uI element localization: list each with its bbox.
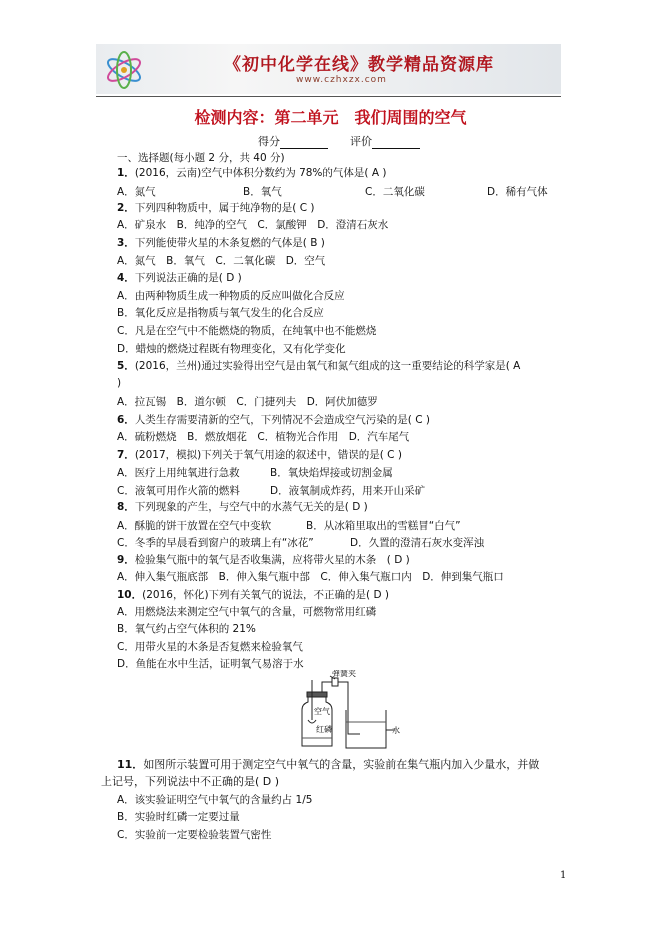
q8-option-d: D．久置的澄清石灰水变浑浊 [350, 537, 485, 549]
q10-option-b: B．氧气约占空气体积的 21% [117, 623, 256, 635]
question-11-cont: 上记号，下列说法中不正确的是( D ) [101, 775, 280, 788]
q7-option-d: D．液氧制成炸药，用来开山采矿 [270, 485, 426, 497]
apparatus-diagram [290, 670, 400, 752]
banner-url: www.czhxzx.com [296, 75, 387, 85]
air-label: 空气 [314, 707, 330, 716]
q8-option-a: A．酥脆的饼干放置在空气中变软 [117, 520, 272, 532]
q8-option-c: C．冬季的早晨看到窗户的玻璃上有“冰花” [117, 537, 314, 549]
q4-option-b: B．氧化反应是指物质与氧气发生的化合反应 [117, 307, 324, 319]
q7-option-c: C．液氧可用作火箭的燃料 [117, 485, 240, 497]
q7-option-b: B．氧炔焰焊接或切割金属 [270, 467, 393, 479]
question-9: 9．检验集气瓶中的氧气是否收集满，应将带火星的木条 ( D ) [117, 554, 410, 566]
water-label: 水 [392, 726, 400, 735]
score-field [258, 133, 328, 149]
question-4: 4．下列说法正确的是( D ) [117, 272, 242, 284]
q1-option-c: C．二氧化碳 [365, 186, 425, 198]
q7-option-a: A．医疗上用纯氧进行急救 [117, 467, 240, 479]
q4-option-c: C．凡是在空气中不能燃烧的物质，在纯氧中也不能燃烧 [117, 325, 377, 337]
q9-options: A．伸入集气瓶底部 B．伸入集气瓶中部 C．伸入集气瓶口内 D．伸到集气瓶口 [117, 571, 504, 583]
eval-label: 评价 [350, 135, 372, 148]
question-6: 6．人类生存需要清新的空气，下列情况不会造成空气污染的是( C ) [117, 414, 431, 426]
question-7: 7．(2017，模拟)下列关于氧气用途的叙述中，错误的是( C ) [117, 449, 402, 461]
phosphorus-label: 红磷 [316, 725, 332, 734]
eval-field [350, 133, 420, 149]
question-8: 8．下列现象的产生，与空气中的水蒸气无关的是( D ) [117, 501, 368, 513]
q10-option-d: D．鱼能在水中生活，证明氧气易溶于水 [117, 658, 304, 670]
question-1: 1．(2016，云南)空气中体积分数约为 78%的气体是( A ) [117, 167, 387, 179]
q1-option-a: A．氮气 [117, 186, 156, 198]
clamp-label: 弹簧夹 [332, 670, 356, 678]
q11-option-c: C．实验前一定要检验装置气密性 [117, 829, 272, 841]
q10-option-a: A．用燃烧法来测定空气中氧气的含量，可燃物常用红磷 [117, 606, 377, 618]
question-2: 2．下列四种物质中，属于纯净物的是( C ) [117, 202, 315, 214]
section-heading: 一、选择题(每小题 2 分，共 40 分) [117, 152, 285, 164]
header-banner [96, 44, 561, 94]
q1-option-b: B．氧气 [243, 186, 282, 198]
header-divider [96, 96, 561, 97]
score-label: 得分 [258, 135, 280, 148]
q8-option-b: B．从冰箱里取出的雪糕冒“白气” [306, 520, 461, 532]
question-3: 3．下列能使带火星的木条复燃的气体是( B ) [117, 237, 325, 249]
q5-options: A．拉瓦锡 B．道尔顿 C．门捷列夫 D．阿伏加德罗 [117, 396, 378, 408]
q2-options: A．矿泉水 B．纯净的空气 C．氯酸钾 D．澄清石灰水 [117, 219, 389, 231]
q11-option-b: B．实验时红磷一定要过量 [117, 811, 240, 823]
q4-option-a: A．由两种物质生成一种物质的反应叫做化合反应 [117, 290, 345, 302]
page-number: 1 [560, 870, 567, 881]
q11-option-a: A．该实验证明空气中氧气的含量约占 1/5 [117, 794, 313, 806]
question-5: 5．(2016，兰州)通过实验得出空气是由氧气和氮气组成的这一重要结论的科学家是( A [117, 360, 521, 372]
question-11: 11．如图所示装置可用于测定空气中氧气的含量，实验前在集气瓶内加入少量水，并做 [117, 758, 540, 771]
eval-blank [372, 137, 420, 149]
question-5-cont: ) [117, 377, 122, 389]
q1-option-d: D．稀有气体 [487, 186, 548, 198]
page-title: 检测内容：第二单元 我们周围的空气 [194, 108, 467, 127]
q10-option-c: C．用带火星的木条是否复燃来检验氧气 [117, 641, 303, 653]
banner-title: 《初中化学在线》教学精品资源库 [224, 55, 494, 75]
q4-option-d: D．蜡烛的燃烧过程既有物理变化，又有化学变化 [117, 343, 346, 355]
question-10: 10．(2016，怀化)下列有关氧气的说法，不正确的是( D ) [117, 589, 389, 601]
molecule-logo-icon [102, 50, 146, 90]
q6-options: A．硫粉燃烧 B．燃放烟花 C．植物光合作用 D．汽车尾气 [117, 431, 410, 443]
score-blank [280, 137, 328, 149]
q3-options: A．氮气 B．氧气 C．二氧化碳 D．空气 [117, 255, 326, 267]
